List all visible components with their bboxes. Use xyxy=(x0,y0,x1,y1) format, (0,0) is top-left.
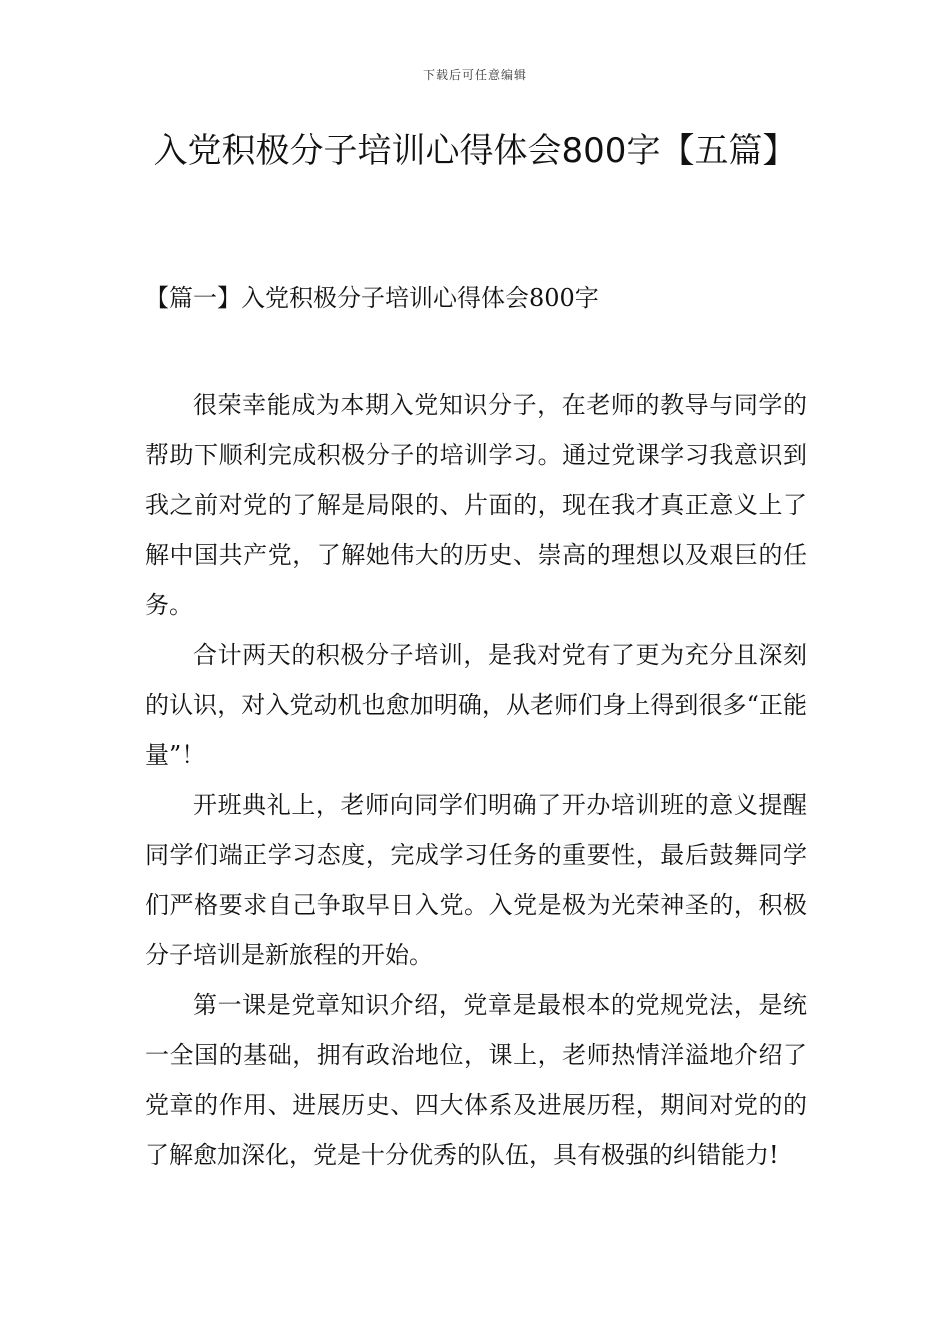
document-title: 入党积极分子培训心得体会800字【五篇】 xyxy=(153,131,797,171)
body-text xyxy=(145,380,807,1180)
section-heading: 【篇一】入党积极分子培训心得体会800字 xyxy=(145,284,599,312)
paragraph-3: 开班典礼上，老师向同学们明确了开办培训班的意义提醒同学们端正学习态度，完成学习任务的重要性，最后鼓舞同学们严格要求自己争取早日入党。入党是极为光荣神圣的，积极分子培训是新旅程的开始。 xyxy=(145,791,807,969)
header-note: 下载后可任意编辑 xyxy=(422,68,527,82)
paragraph-1: 很荣幸能成为本期入党知识分子，在老师的教导与同学的帮助下顺利完成积极分子的培训学习。通过党课学习我意识到我之前对党的了解是局限的、片面的，现在我才真正意义上了解中国共产党，了解她伟大的历史、崇高的理想以及艰巨的任务。 xyxy=(145,391,807,619)
paragraph-2: 合计两天的积极分子培训，是我对党有了更为充分且深刻的认识，对入党动机也愈加明确，从老师们身上得到很多“正能量”！ xyxy=(145,641,807,769)
paragraph-4: 第一课是党章知识介绍，党章是最根本的党规党法，是统一全国的基础，拥有政治地位，课上，老师热情洋溢地介绍了党章的作用、进展历史、四大体系及进展历程，期间对党的的了解愈加深化，党是十分优秀的队伍，具有极强的纠错能力! xyxy=(145,991,807,1169)
